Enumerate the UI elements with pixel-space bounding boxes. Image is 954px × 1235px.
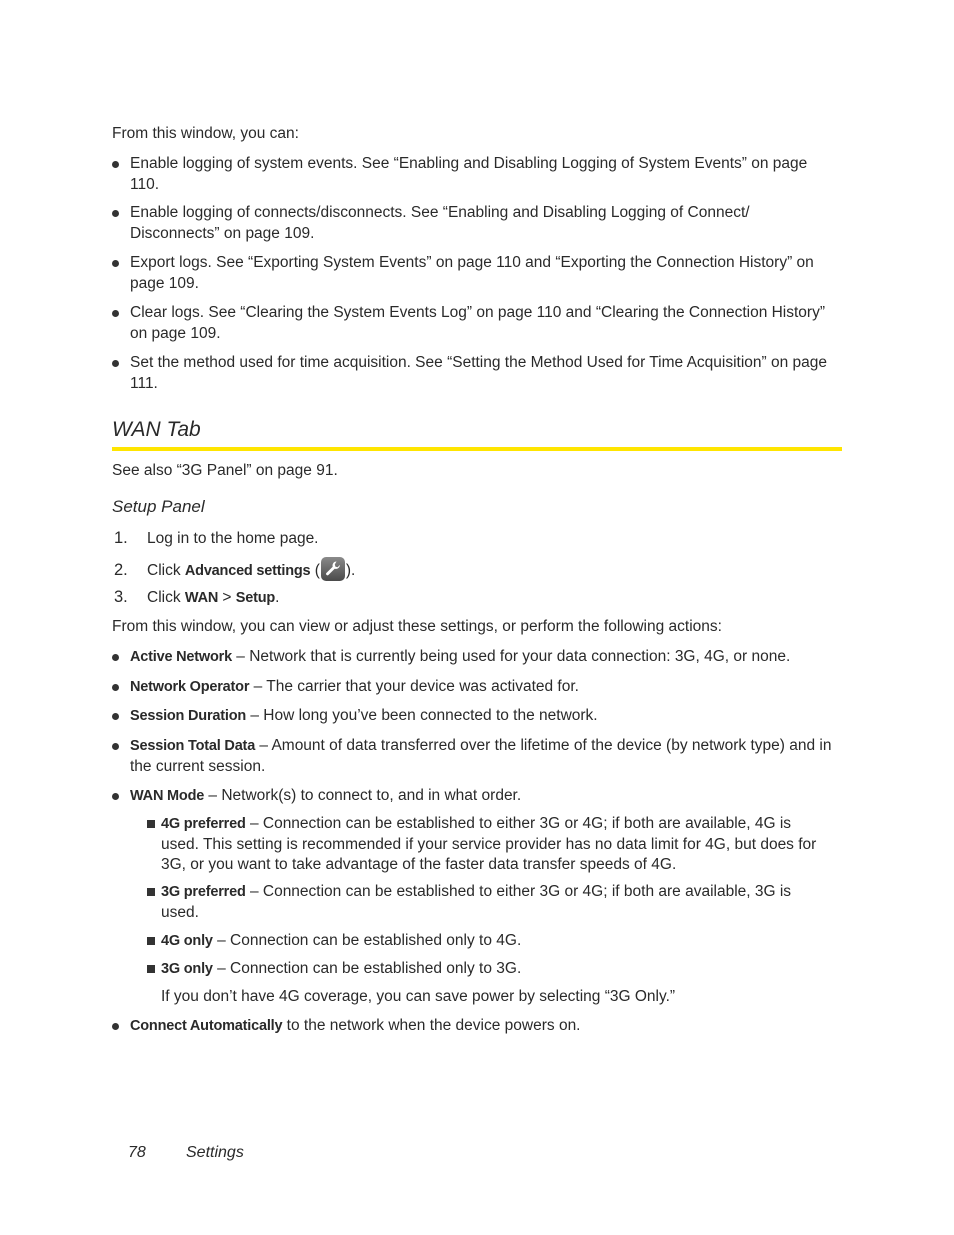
list-item: Network Operator – The carrier that your device was activated for.: [112, 677, 832, 698]
subsection-heading-setup-panel: Setup Panel: [112, 497, 205, 516]
sub-list-item: 3G preferred – Connection can be established to either 3G or 4G; if both are available, 3G is used.: [147, 882, 833, 923]
bullet-icon: [112, 161, 119, 168]
list-item: Enable logging of system events. See “Enabling and Disabling Logging of System Events” on page 110.: [112, 154, 832, 195]
square-bullet-icon: [147, 820, 155, 828]
bullet-icon: [112, 684, 119, 691]
wan-label: WAN: [184, 590, 219, 606]
list-item: Session Total Data – Amount of data transferred over the lifetime of the device (by network type) and in the current session.: [112, 736, 832, 777]
bullet-icon: [112, 654, 119, 661]
footer-section: Settings: [186, 1144, 244, 1161]
path-separator: >: [218, 589, 236, 606]
step-2: 2. Click Advanced settings ( ).: [114, 557, 355, 582]
list-item: Active Network – Network that is currently being used for your data connection: 3G, 4G, or none.: [112, 647, 832, 668]
actions-intro-text: From this window, you can view or adjust these settings, or perform the following actions:: [112, 618, 722, 635]
see-also-text: See also “3G Panel” on page 91.: [112, 462, 338, 479]
bullet-icon: [112, 793, 119, 800]
bullet-icon: [112, 1023, 119, 1030]
list-item: Clear logs. See “Clearing the System Events Log” on page 110 and “Clearing the Connection History” on page 109.: [112, 303, 832, 344]
setup-label: Setup: [235, 590, 276, 606]
bullet-icon: [112, 713, 119, 720]
bullet-icon: [112, 743, 119, 750]
square-bullet-icon: [147, 965, 155, 973]
sub-list-item: 3G only – Connection can be established only to 3G.: [147, 959, 833, 980]
square-bullet-icon: [147, 888, 155, 896]
list-item: Set the method used for time acquisition. See “Setting the Method Used for Time Acquisition” on page 111.: [112, 353, 832, 394]
bullet-icon: [112, 310, 119, 317]
sub-list-item: 4G preferred – Connection can be established to either 3G or 4G; if both are available, 4G is used. This setting is recommended if your service provider has no data limit for 4G, but does for 3G, or you want to take advantage of the faster data transfer speeds of 4G.: [147, 814, 833, 876]
bullet-icon: [112, 210, 119, 217]
bullet-icon: [112, 360, 119, 367]
list-item: WAN Mode – Network(s) to connect to, and in what order.: [112, 786, 832, 807]
list-item: Connect Automatically to the network when the device powers on.: [112, 1016, 832, 1037]
coverage-note: If you don’t have 4G coverage, you can save power by selecting “3G Only.”: [161, 988, 676, 1005]
section-heading-wan-tab: WAN Tab: [112, 418, 201, 441]
heading-rule: [112, 447, 842, 451]
page-number: 78: [128, 1144, 146, 1161]
list-item: Enable logging of connects/disconnects. See “Enabling and Disabling Logging of Connect/ Disconnects” on page 109.: [112, 203, 832, 244]
list-item: Export logs. See “Exporting System Events” on page 110 and “Exporting the Connection History” on page 109.: [112, 253, 832, 294]
advanced-settings-label: Advanced settings: [184, 563, 311, 579]
square-bullet-icon: [147, 937, 155, 945]
wrench-icon: [321, 557, 345, 581]
bullet-icon: [112, 260, 119, 267]
sub-list-item: 4G only – Connection can be established only to 4G.: [147, 931, 833, 952]
list-item: Session Duration – How long you’ve been connected to the network.: [112, 706, 832, 727]
step-1: 1. Log in to the home page.: [114, 529, 319, 547]
step-3: 3. Click WAN > Setup.: [114, 588, 280, 606]
intro-text: From this window, you can:: [112, 125, 299, 142]
